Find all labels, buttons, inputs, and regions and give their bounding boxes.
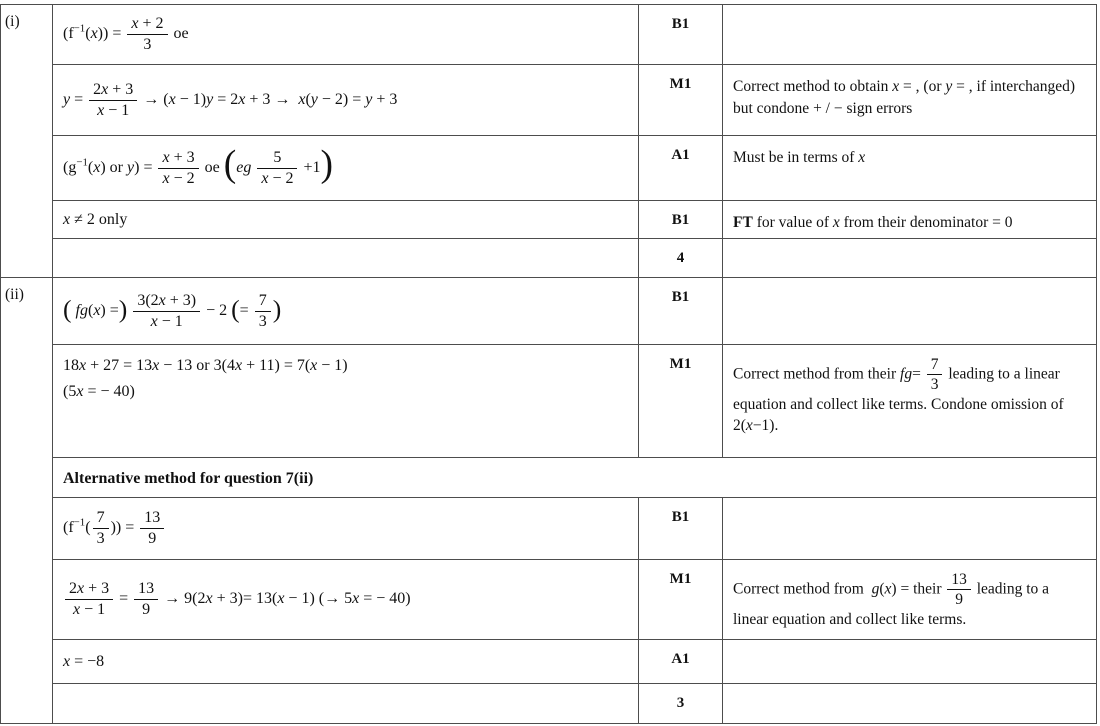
left-paren: ( <box>231 294 240 324</box>
working-cell-r6 <box>53 278 639 345</box>
fraction-denominator: 3 <box>930 376 939 394</box>
working-cell-r11 <box>53 640 639 684</box>
math-text-line1: 18x + 27 = 13x − 13 or 3(4x + 11) = 7(x − 1) <box>63 357 348 374</box>
row-alt-1 <box>1 498 1097 560</box>
alternative-method-header <box>53 458 1097 498</box>
fraction <box>63 580 115 619</box>
math-text: → (x − 1)y = 2x + 3 → x(y − 2) = y + 3 <box>139 90 398 108</box>
fraction-numerator: 2x + 3 <box>89 81 137 101</box>
guidance-cell-r6 <box>723 278 1097 345</box>
fraction-denominator: 3 <box>143 36 152 53</box>
math-text: +1 <box>299 158 321 176</box>
math-text: − 2 <box>202 301 232 319</box>
guidance-text: Must be in terms of x <box>733 149 866 166</box>
working-cell-r4 <box>53 201 639 239</box>
guidance-cell-r9 <box>723 498 1097 560</box>
total-marks-ii: 3 <box>676 695 685 711</box>
right-paren: ) <box>272 294 282 324</box>
guidance-cell-r11 <box>723 640 1097 684</box>
row-ii-total <box>1 684 1097 724</box>
fraction-denominator: x − 1 <box>97 101 130 119</box>
fraction-numerator: 7 <box>93 509 109 529</box>
mark-cell-r9 <box>639 498 723 560</box>
fraction-numerator: 13 <box>947 571 971 590</box>
math-text: x ≠ 2 only <box>63 210 128 228</box>
row-i-1 <box>1 5 1097 65</box>
fraction-denominator: 3 <box>96 530 105 547</box>
fraction-denominator: x − 2 <box>162 169 195 187</box>
mark-label: M1 <box>669 571 692 587</box>
mark-label: B1 <box>671 289 690 305</box>
guidance-text: Correct method from their fg= <box>733 365 925 383</box>
fraction-numerator: 7 <box>255 292 271 312</box>
math-text-line2: (5x = − 40) <box>63 382 135 400</box>
right-paren: ) <box>118 294 128 324</box>
fraction <box>945 571 973 609</box>
guidance-cell-r3 <box>723 136 1097 201</box>
fraction-numerator: x + 2 <box>127 15 167 35</box>
mark-cell-r4 <box>639 201 723 239</box>
big-left-paren: ( <box>223 143 237 185</box>
mark-cell-r7 <box>639 345 723 458</box>
mark-cell-r6 <box>639 278 723 345</box>
row-i-4 <box>1 201 1097 239</box>
fraction <box>156 149 200 188</box>
math-text: y = <box>63 90 88 108</box>
mark-cell-r1 <box>639 5 723 65</box>
math-text: = <box>115 590 133 608</box>
fraction-numerator: 7 <box>927 356 943 375</box>
mark-cell-r3 <box>639 136 723 201</box>
fraction <box>131 292 202 331</box>
fraction <box>253 292 273 331</box>
row-alt-header <box>1 458 1097 498</box>
total-marks-cell-ii <box>639 684 723 724</box>
mark-label: A1 <box>671 651 690 667</box>
math-text: → 9(2x + 3)= 13(x − 1) (→ 5x = − 40) <box>160 590 411 608</box>
part-label-ii: (ii) <box>5 286 24 303</box>
guidance-text: FT for value of x from their denominator = 0 <box>733 214 1013 231</box>
fraction-denominator: 9 <box>142 601 151 618</box>
math-text: ($f^{-1}$( <box>63 516 91 537</box>
fraction <box>87 81 139 120</box>
math-text: $(f^{-1}(x))$ = <box>63 22 126 43</box>
fraction-numerator: 13 <box>134 580 158 600</box>
row-i-total <box>1 239 1097 278</box>
guidance-text: Correct method from g(x) = their <box>733 580 946 598</box>
fraction-denominator: 3 <box>258 312 267 330</box>
working-cell-r10 <box>53 560 639 640</box>
fraction-numerator: 5 <box>257 149 297 169</box>
mark-cell-r2 <box>639 65 723 136</box>
part-label-i: (i) <box>5 13 20 30</box>
alternative-method-title: Alternative method for question 7(ii) <box>63 469 314 487</box>
guidance-text: Correct method to obtain x = , (or y = , if interchanged) but condone + / − sign errors <box>733 78 1076 117</box>
row-ii-2 <box>1 345 1097 458</box>
fraction-denominator: x − 2 <box>261 169 294 187</box>
mark-cell-r10 <box>639 560 723 640</box>
fraction-denominator: x − 1 <box>150 312 183 330</box>
mark-label: A1 <box>671 147 690 163</box>
fraction-numerator: 2x + 3 <box>65 580 113 600</box>
fraction-denominator: 9 <box>148 530 157 547</box>
math-text: eg <box>236 158 252 176</box>
guidance-cell-r1 <box>723 5 1097 65</box>
math-text: oe <box>169 25 189 43</box>
mark-label: M1 <box>669 356 692 372</box>
fraction-numerator: 13 <box>140 509 164 529</box>
mark-cell-r11 <box>639 640 723 684</box>
fraction-denominator: x − 1 <box>73 601 106 618</box>
big-right-paren: ) <box>320 143 334 185</box>
mark-label: B1 <box>671 212 690 228</box>
fraction-numerator: 3(2x + 3) <box>133 292 200 312</box>
working-cell-r2 <box>53 65 639 136</box>
left-paren: ( <box>63 294 72 324</box>
fraction <box>138 509 166 548</box>
working-cell-r5 <box>53 239 639 278</box>
row-alt-2 <box>1 560 1097 640</box>
part-label-i-cell <box>1 5 53 278</box>
part-label-ii-cell <box>1 278 53 724</box>
guidance-cell-r7 <box>723 345 1097 458</box>
fraction <box>125 15 169 54</box>
math-text: oe <box>200 158 224 176</box>
math-text: ($g^{-1}(x)$ or y) = <box>63 156 157 176</box>
math-text: = <box>239 301 253 319</box>
mark-label: M1 <box>669 76 692 92</box>
working-cell-r9 <box>53 498 639 560</box>
fraction <box>91 509 111 548</box>
guidance-cell-r5 <box>723 239 1097 278</box>
mark-label: B1 <box>671 509 690 525</box>
fraction <box>925 356 945 394</box>
total-marks-i: 4 <box>676 250 685 266</box>
guidance-cell-r10 <box>723 560 1097 640</box>
mark-label: B1 <box>671 16 690 32</box>
guidance-cell-r4 <box>723 201 1097 239</box>
fraction <box>255 149 299 188</box>
mark-scheme-table <box>0 4 1097 724</box>
row-i-2 <box>1 65 1097 136</box>
total-marks-cell-i <box>639 239 723 278</box>
math-text: x = −8 <box>63 652 105 670</box>
row-ii-1 <box>1 278 1097 345</box>
row-i-3 <box>1 136 1097 201</box>
guidance-text: leading to a linear equation and collect like terms. Condone omission of 2(x−1). <box>733 365 1068 435</box>
working-cell-r12 <box>53 684 639 724</box>
fraction <box>132 580 160 619</box>
guidance-cell-r12 <box>723 684 1097 724</box>
working-cell-r1 <box>53 5 639 65</box>
guidance-text: leading to a linear equation and collect like terms. <box>733 580 1053 628</box>
working-cell-r3 <box>53 136 639 201</box>
guidance-cell-r2 <box>723 65 1097 136</box>
math-text: fg(x) = <box>75 301 119 319</box>
working-cell-r7 <box>53 345 639 458</box>
math-text: )) = <box>110 519 139 537</box>
fraction-numerator: x + 3 <box>158 149 198 169</box>
fraction-denominator: 9 <box>955 591 963 609</box>
row-alt-3 <box>1 640 1097 684</box>
